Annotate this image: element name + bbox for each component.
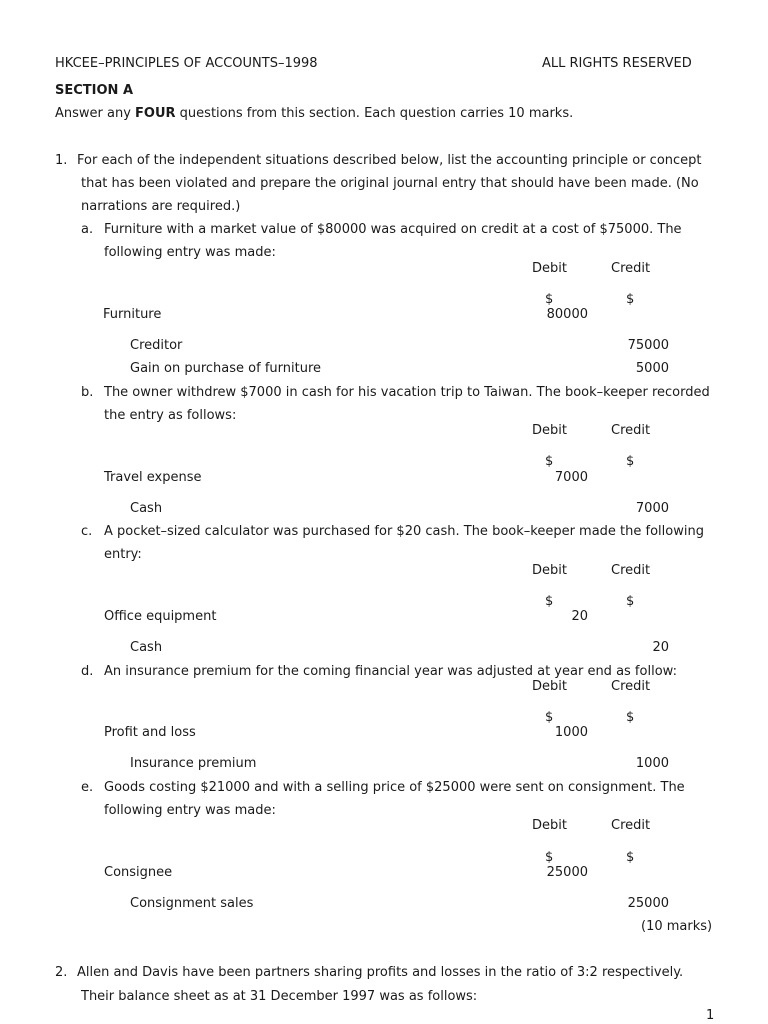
question-text: that has been violated and prepare the original journal entry that should have been made. (No bbox=[81, 176, 699, 191]
debit-amount: 25000 bbox=[546, 865, 588, 880]
credit-amount: 5000 bbox=[635, 361, 669, 376]
debit-heading: Debit bbox=[532, 423, 567, 438]
debit-heading: Debit bbox=[532, 679, 567, 694]
credit-account: Creditor bbox=[130, 338, 183, 353]
debit-account: Travel expense bbox=[104, 470, 202, 485]
item-text: Goods costing $21000 and with a selling price of $25000 were sent on consignment. The bbox=[104, 780, 685, 795]
debit-amount: 80000 bbox=[546, 307, 588, 322]
item-letter: b. bbox=[81, 385, 94, 400]
debit-account: Profit and loss bbox=[104, 725, 196, 740]
page-number: 1 bbox=[706, 1008, 715, 1023]
credit-amount: 75000 bbox=[627, 338, 669, 353]
item-text: following entry was made: bbox=[104, 245, 276, 260]
item-text: An insurance premium for the coming financial year was adjusted at year end as follow: bbox=[104, 664, 677, 679]
item-letter: a. bbox=[81, 222, 94, 237]
credit-heading: Credit bbox=[611, 261, 651, 276]
credit-currency: $ bbox=[626, 850, 635, 865]
credit-heading: Credit bbox=[611, 679, 651, 694]
debit-amount: 7000 bbox=[554, 470, 588, 485]
item-text: Furniture with a market value of $80000 was acquired on credit at a cost of $75000. The bbox=[104, 222, 682, 237]
debit-amount: 1000 bbox=[554, 725, 588, 740]
debit-currency: $ bbox=[545, 594, 554, 609]
credit-account: Cash bbox=[130, 501, 163, 516]
credit-amount: 20 bbox=[652, 640, 669, 655]
question-text: For each of the independent situations described below, list the accounting principle or concept bbox=[77, 153, 702, 168]
item-text: A pocket–sized calculator was purchased for $20 cash. The book–keeper made the following bbox=[104, 524, 704, 539]
question-text: Their balance sheet as at 31 December 1997 was as follows: bbox=[81, 989, 478, 1004]
credit-account: Insurance premium bbox=[130, 756, 257, 771]
question-number: 1. bbox=[55, 153, 68, 168]
debit-account: Consignee bbox=[104, 865, 173, 880]
debit-heading: Debit bbox=[532, 261, 567, 276]
item-text: following entry was made: bbox=[104, 803, 276, 818]
credit-amount: 25000 bbox=[627, 896, 669, 911]
item-letter: d. bbox=[81, 664, 94, 679]
question-number: 2. bbox=[55, 965, 68, 980]
question-text: narrations are required.) bbox=[81, 199, 241, 214]
item-letter: e. bbox=[81, 780, 94, 795]
credit-currency: $ bbox=[626, 594, 635, 609]
credit-account: Consignment sales bbox=[130, 896, 254, 911]
debit-amount: 20 bbox=[571, 609, 588, 624]
credit-heading: Credit bbox=[611, 423, 651, 438]
exam-header-title: HKCEE–PRINCIPLES OF ACCOUNTS–1998 bbox=[55, 56, 318, 71]
credit-account: Cash bbox=[130, 640, 163, 655]
debit-currency: $ bbox=[545, 850, 554, 865]
section-instructions: Answer any FOUR questions from this section. Each question carries 10 marks. bbox=[55, 106, 574, 121]
debit-heading: Debit bbox=[532, 818, 567, 833]
marks-label: (10 marks) bbox=[641, 919, 713, 934]
credit-currency: $ bbox=[626, 710, 635, 725]
debit-heading: Debit bbox=[532, 563, 567, 578]
debit-account: Office equipment bbox=[104, 609, 217, 624]
credit-currency: $ bbox=[626, 292, 635, 307]
credit-heading: Credit bbox=[611, 563, 651, 578]
item-text: entry: bbox=[104, 547, 142, 562]
debit-currency: $ bbox=[545, 292, 554, 307]
debit-currency: $ bbox=[545, 710, 554, 725]
credit-amount: 7000 bbox=[635, 501, 669, 516]
debit-currency: $ bbox=[545, 454, 554, 469]
credit-account: Gain on purchase of furniture bbox=[130, 361, 321, 376]
question-text: Allen and Davis have been partners sharing profits and losses in the ratio of 3:2 respectively. bbox=[77, 965, 684, 980]
section-title: SECTION A bbox=[55, 83, 134, 98]
credit-heading: Credit bbox=[611, 818, 651, 833]
credit-currency: $ bbox=[626, 454, 635, 469]
item-text: The owner withdrew $7000 in cash for his vacation trip to Taiwan. The book–keeper recorded bbox=[104, 385, 710, 400]
item-text: the entry as follows: bbox=[104, 408, 237, 423]
credit-amount: 1000 bbox=[635, 756, 669, 771]
debit-account: Furniture bbox=[103, 307, 162, 322]
item-letter: c. bbox=[81, 524, 93, 539]
rights-notice: ALL RIGHTS RESERVED bbox=[542, 56, 692, 71]
